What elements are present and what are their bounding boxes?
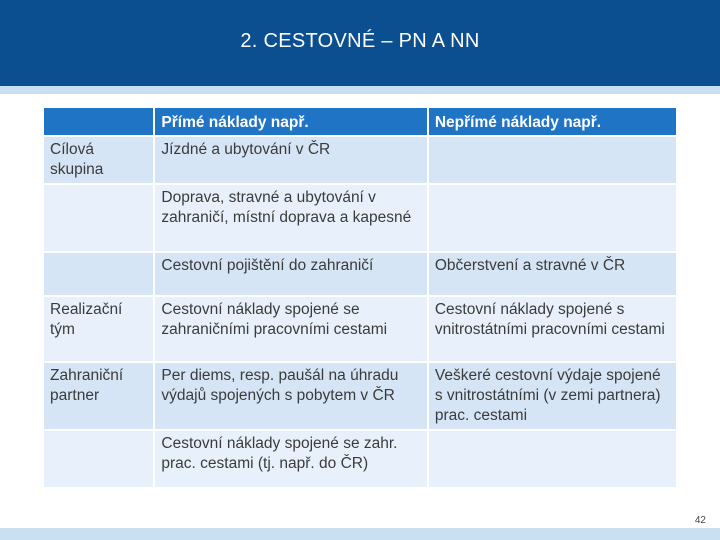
table-row: [44, 363, 676, 429]
table-cell: [429, 431, 676, 487]
table-cell: Per diems, resp. paušál na úhradu výdajů spojených s pobytem v ČR: [155, 363, 426, 429]
table-cell: Realizační tým: [44, 297, 153, 361]
table-cell: [429, 185, 676, 251]
table-cell: Cestovní pojištění do zahraničí: [155, 253, 426, 295]
table-header-row: [44, 108, 676, 135]
table-header-cell: Nepřímé náklady např.: [429, 108, 676, 135]
table-row: [44, 431, 676, 487]
table-row: [44, 185, 676, 251]
table-cell: Cílová skupina: [44, 137, 153, 183]
table-cell: Jízdné a ubytování v ČR: [155, 137, 426, 183]
table-row: [44, 253, 676, 295]
slide-number: 42: [694, 515, 706, 526]
table-row: [44, 297, 676, 361]
cost-table-grid: [42, 106, 678, 489]
table-cell: Cestovní náklady spojené se zahraničními pracovními cestami: [155, 297, 426, 361]
footer-stripe: [0, 528, 720, 540]
table-cell: [44, 431, 153, 487]
table-header-cell: Přímé náklady např.: [155, 108, 426, 135]
table-cell: Doprava, stravné a ubytování v zahraničí, místní doprava a kapesné: [155, 185, 426, 251]
table-cell: Cestovní náklady spojené s vnitrostátními pracovními cestami: [429, 297, 676, 361]
table-cell: Občerstvení a stravné v ČR: [429, 253, 676, 295]
table-cell: Zahraniční partner: [44, 363, 153, 429]
table-cell: [44, 185, 153, 251]
table-cell: Veškeré cestovní výdaje spojené s vnitrostátními (v zemi partnera) prac. cestami: [429, 363, 676, 429]
table-cell: [429, 137, 676, 183]
table-cell: Cestovní náklady spojené se zahr. prac. cestami (tj. např. do ČR): [155, 431, 426, 487]
slide-title: 2. CESTOVNÉ – PN A NN: [240, 30, 480, 52]
table-header-cell: [44, 108, 153, 135]
cost-table: [42, 106, 678, 482]
table-cell: [44, 253, 153, 295]
header-stripe: [0, 86, 720, 94]
table-row: [44, 137, 676, 183]
